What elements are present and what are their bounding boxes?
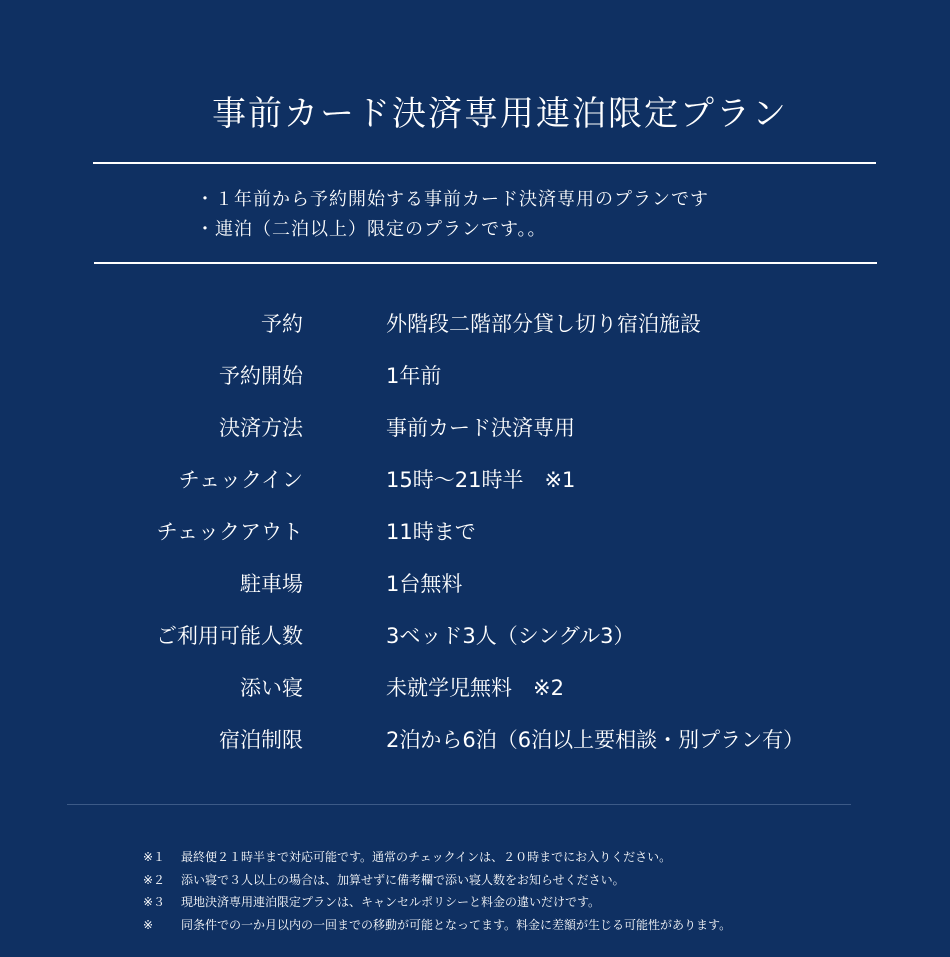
footnote-item: [143, 914, 731, 937]
detail-row-stay-limit: [0, 719, 950, 771]
detail-value: 3ベッド3人（シングル3）: [386, 624, 635, 648]
detail-value: 事前カード決済専用: [386, 416, 575, 440]
detail-label: 決済方法: [219, 416, 303, 440]
top-divider: [93, 162, 876, 164]
detail-row-booking-start: [0, 355, 950, 407]
footnote-mark: ※３: [143, 895, 166, 909]
footnote-item: [143, 869, 731, 892]
detail-row-check-in: [0, 459, 950, 511]
detail-value: 1台無料: [386, 572, 463, 596]
footnote-text: 同条件での一か月以内の一回までの移動が可能となってます。料金に差額が生じる可能性があります。: [181, 917, 732, 932]
detail-label: 宿泊制限: [219, 728, 303, 752]
detail-value: 15時〜21時半 ※1: [386, 468, 576, 492]
detail-label: チェックイン: [178, 468, 303, 492]
middle-divider: [94, 262, 877, 264]
intro-item-advance-booking: ・１年前から予約開始する事前カード決済専用のプランです: [196, 189, 709, 210]
detail-label: 添い寝: [240, 676, 303, 700]
detail-value: 2泊から6泊（6泊以上要相談・別プラン有）: [386, 728, 805, 752]
footnote-text: 現地決済専用連泊限定プランは、キャンセルポリシーと料金の違いだけです。: [181, 895, 601, 909]
detail-label: 予約: [261, 312, 303, 336]
footnote-mark: ※２: [143, 872, 166, 887]
footnote-text: 最終便２１時半まで対応可能です。通常のチェックインは、２０時までにお入りください。: [181, 850, 672, 864]
intro-item-consecutive-nights: ・連泊（二泊以上）限定のプランです。。: [196, 219, 547, 240]
detail-value: 未就学児無料 ※2: [386, 676, 564, 700]
detail-value: 外階段二階部分貸し切り宿泊施設: [386, 312, 701, 336]
detail-value: 11時まで: [386, 520, 476, 544]
detail-label: チェックアウト: [156, 520, 303, 544]
detail-label: 予約開始: [219, 364, 303, 388]
footer-divider: [67, 804, 851, 805]
intro-list: [196, 185, 709, 245]
footnote-mark: ※１: [143, 850, 166, 864]
detail-row-payment-method: [0, 407, 950, 459]
detail-row-capacity: [0, 615, 950, 667]
detail-row-co-sleeping: [0, 667, 950, 719]
footnotes: [143, 846, 731, 936]
footnote-text: 添い寝で３人以上の場合は、加算せずに備考欄で添い寝人数をお知らせください。: [181, 872, 625, 887]
detail-row-parking: [0, 563, 950, 615]
detail-label: ご利用可能人数: [156, 624, 303, 648]
detail-row-check-out: [0, 511, 950, 563]
footnote-mark: ※: [143, 917, 154, 932]
plan-details: [0, 303, 950, 771]
footnote-item: [143, 846, 731, 869]
detail-value: 1年前: [386, 364, 442, 388]
detail-label: 駐車場: [240, 572, 303, 596]
footnote-item: [143, 891, 731, 914]
detail-row-reservation: [0, 303, 950, 355]
plan-title: 事前カード決済専用連泊限定プラン: [212, 94, 788, 134]
